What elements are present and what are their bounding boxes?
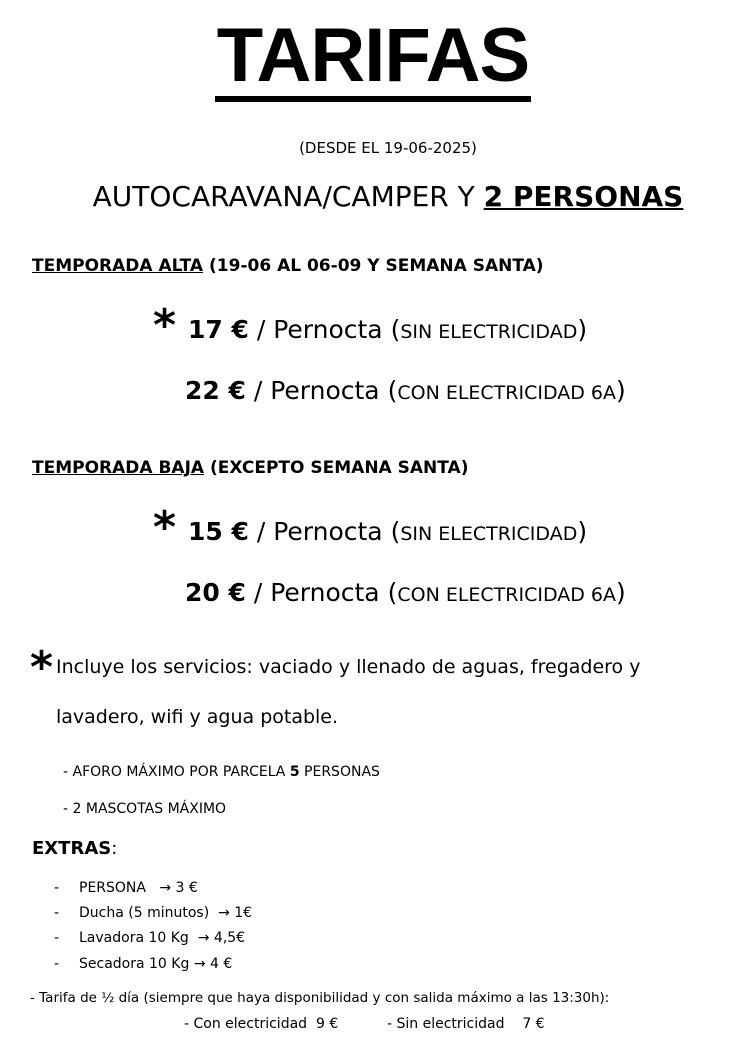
price-row (185, 578, 626, 607)
capacity-suffix: PERSONAS (299, 764, 380, 780)
price-row (188, 517, 587, 546)
paren-open: ( (387, 578, 398, 607)
title-text: TARIFAS (215, 16, 531, 102)
extras-colon: : (111, 838, 118, 859)
paren-close: ) (616, 376, 626, 405)
price-detail: CON ELECTRICIDAD 6A (397, 382, 617, 404)
extra-label: Lavadora 10 Kg (79, 930, 189, 946)
arrow-right-icon: → (197, 930, 210, 946)
vehicle-type: AUTOCARAVANA/CAMPER Y (92, 180, 484, 213)
extra-item (54, 956, 354, 976)
low-season-heading (32, 458, 468, 478)
half-day-without-electricity (387, 1016, 545, 1032)
asterisk-mark: * (153, 502, 177, 553)
capacity-note (63, 764, 380, 780)
extra-price: 4,5€ (213, 930, 246, 946)
high-season-dates: (19-06 AL 06-09 Y SEMANA SANTA) (203, 256, 544, 276)
paren-open: ( (390, 517, 401, 546)
vehicle-heading (0, 180, 746, 213)
extra-label: Ducha (5 minutos) (79, 905, 210, 921)
price-unit: / Pernocta (245, 578, 388, 607)
extra-label: PERSONA (79, 880, 146, 896)
low-season-label: TEMPORADA BAJA (32, 458, 205, 478)
arrow-right-icon: → (218, 905, 230, 921)
dash: - (54, 956, 60, 972)
extra-price: 4 € (210, 956, 233, 972)
paren-close: ) (577, 517, 588, 546)
price-unit: / Pernocta (248, 315, 391, 344)
extra-text (79, 956, 232, 972)
without-elec-price: 7 € (522, 1016, 545, 1032)
includes-line-1: Incluye los servicios: vaciado y llenado de aguas, fregadero y (56, 656, 641, 678)
pets-note: - 2 MASCOTAS MÁXIMO (63, 801, 227, 817)
dash: - (54, 880, 60, 896)
extras-title: EXTRAS (32, 838, 112, 859)
price-detail: CON ELECTRICIDAD 6A (397, 584, 617, 606)
price-unit: / Pernocta (245, 376, 388, 405)
price-unit: / Pernocta (248, 517, 391, 546)
paren-open: ( (387, 376, 398, 405)
dash: - (54, 930, 60, 946)
without-elec-label: - Sin electricidad (387, 1016, 505, 1032)
low-season-dates: (EXCEPTO SEMANA SANTA) (204, 458, 469, 478)
arrow-right-icon: → (193, 956, 206, 972)
with-elec-label: - Con electricidad (184, 1016, 308, 1032)
extra-item (54, 905, 354, 925)
price-detail: SIN ELECTRICIDAD (400, 321, 578, 343)
high-season-heading (32, 256, 544, 276)
asterisk-mark: * (153, 300, 177, 351)
with-elec-price: 9 € (315, 1016, 339, 1032)
dash: - (54, 905, 60, 921)
price-row (185, 376, 626, 405)
high-season-label: TEMPORADA ALTA (32, 256, 204, 276)
capacity-number: 5 (289, 764, 300, 780)
price-amount: 20 € (185, 578, 246, 607)
price-amount: 17 € (188, 315, 249, 344)
extra-label: Secadora 10 Kg (79, 956, 190, 972)
price-amount: 15 € (188, 517, 249, 546)
price-amount: 22 € (185, 376, 246, 405)
extra-item (54, 930, 354, 950)
extras-heading (32, 838, 117, 859)
extra-text (79, 880, 198, 896)
extra-text (79, 930, 245, 946)
price-row (188, 315, 587, 344)
capacity-prefix: - AFORO MÁXIMO POR PARCELA (63, 764, 290, 780)
persons-count: 2 PERSONAS (483, 180, 684, 213)
paren-close: ) (616, 578, 626, 607)
half-day-note: - Tarifa de ½ día (siempre que haya disponibilidad y con salida máximo a las 13:30h): (30, 990, 610, 1006)
effective-date: (DESDE EL 19-06-2025) (299, 139, 477, 157)
arrow-right-icon: → (159, 880, 172, 896)
asterisk-mark: * (30, 642, 54, 693)
price-detail: SIN ELECTRICIDAD (400, 523, 578, 545)
paren-close: ) (577, 315, 588, 344)
paren-open: ( (390, 315, 401, 344)
extra-price: 3 € (175, 880, 198, 896)
extra-price: 1€ (234, 905, 253, 921)
half-day-with-electricity (184, 1016, 338, 1032)
extra-text (79, 905, 252, 921)
includes-line-2: lavadero, wifi y agua potable. (56, 706, 339, 728)
extra-item (54, 880, 354, 900)
page-title (0, 14, 746, 102)
